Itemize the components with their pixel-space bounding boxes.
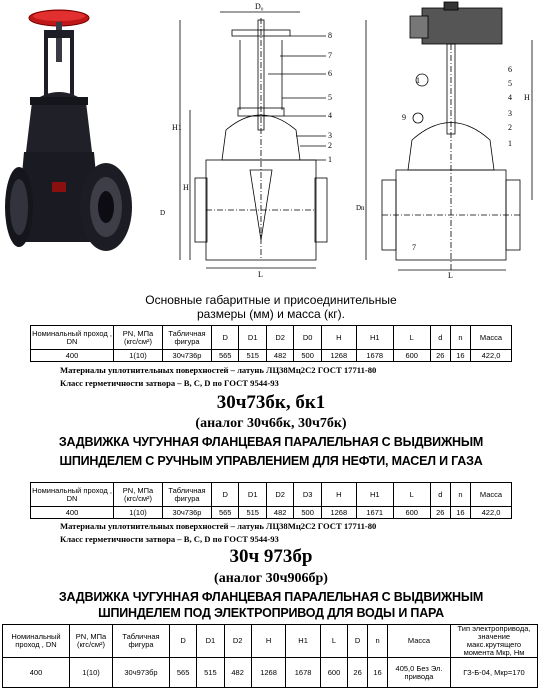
drawing-label-l: L [258,270,263,279]
drawing-number: 2 [328,141,332,150]
th-actuator: Тип электропривода, значение макс.крутящего момента Мкр, Нм [451,625,538,658]
drawing-label-h-2: H [524,93,530,102]
model-title-3: 30ч 973бр [229,546,313,567]
drawing-number: 1 [508,139,512,148]
cell: ГЗ-Б-04, Мкр=170 [451,658,538,688]
cell: 1671 [356,507,393,519]
description-3-line-1: ЗАДВИЖКА ЧУГУННАЯ ФЛАНЦЕВАЯ ПАРАЛЕЛЬНАЯ С ВЫДВИЖНЫМ [58,590,484,604]
drawing-number: 6 [328,69,332,78]
th-d2: D2 [224,625,251,658]
description-3-line-2: ШПИНДЕЛЕМ ПОД ЭЛЕКТРОПРИВОД ДЛЯ ВОДЫ И ПАРА [98,606,444,620]
table-row [31,350,512,362]
cell: 600 [393,507,430,519]
drawing-number: 3 [328,131,332,140]
th-mass: Масса [471,483,512,507]
drawing-label-h: H [183,183,189,192]
tightness-note-1: Класс герметичности затвора – В, С, D по ГОСТ 9544-93 [60,378,279,388]
cell: 1(10) [114,350,163,362]
th-n: n [450,483,470,507]
th-dsmall: D [348,625,368,658]
cell: 1678 [356,350,393,362]
th-d1: D1 [239,326,266,350]
cell: 400 [31,507,114,519]
th-d0: D0 [294,326,321,350]
drawing-number: 2 [508,123,512,132]
cell: 565 [212,507,239,519]
cell: 515 [239,507,266,519]
th-figure: Табличная фигура [163,326,212,350]
drawing-label-l2: L [448,271,453,280]
drawing-label-d: D [160,209,166,217]
th-d2: D2 [266,326,293,350]
drawing-number: 3 [508,109,512,118]
materials-note-2: Материалы уплотнительных поверхностей – латунь ЛЦ38Мц2С2 ГОСТ 17711-80 [60,521,377,531]
cell: 515 [239,350,266,362]
th-dsmall: d [430,326,450,350]
table-row [31,507,512,519]
cell: 422,0 [471,350,512,362]
th-dsmall: d [430,483,450,507]
cell: 30ч736р [163,350,212,362]
model-title-2: 30ч73бк, бк1 [216,392,326,413]
valve-photo [2,2,140,272]
th-h1: H1 [286,625,321,658]
th-h: H [321,326,356,350]
caption-line-2: размеры (мм) и масса (кг). [196,307,346,321]
cell: 500 [294,350,321,362]
th-pn: PN, МПа (кгс/см²) [114,483,163,507]
cell: 400 [3,658,70,688]
cell: 600 [320,658,347,688]
cell: 565 [170,658,197,688]
description-2-line-1: ЗАДВИЖКА ЧУГУННАЯ ФЛАНЦЕВАЯ ПАРАЛЕЛЬНАЯ С ВЫДВИЖНЫМ [58,435,484,449]
cell: 1(10) [70,658,113,688]
drawing-number: 1 [416,76,420,85]
th-d1: D1 [239,483,266,507]
th-d: D [170,625,197,658]
cell: 1268 [321,507,356,519]
analog-3: (аналог 30ч906бр) [214,571,328,586]
cell: 422,0 [471,507,512,519]
cell: 16 [368,658,388,688]
cell: 1678 [286,658,321,688]
technical-drawing-electric [352,0,540,280]
analog-2: (аналог 30ч6бк, 30ч7бк) [195,416,347,431]
th-h1: H1 [356,483,393,507]
drawing-number: 9 [402,113,406,122]
cell: 500 [294,507,321,519]
th-figure: Табличная фигура [163,483,212,507]
cell: 30ч736р [163,507,212,519]
cell: 26 [430,507,450,519]
th-h1: H1 [356,326,393,350]
materials-note-1: Материалы уплотнительных поверхностей – латунь ЛЦ38Мц2С2 ГОСТ 17711-80 [60,365,377,375]
drawing-number: 8 [328,31,332,40]
th-l: L [320,625,347,658]
drawing-number: 1 [328,155,332,164]
th-l: L [393,483,430,507]
drawing-number: 6 [508,65,512,74]
cell: 400 [31,350,114,362]
th-pn: PN, МПа (кгс/см²) [114,326,163,350]
table-row [3,658,538,688]
cell: 482 [266,350,293,362]
drawing-number: 5 [328,93,332,102]
caption-line-1: Основные габаритные и присоединительные [145,293,397,307]
cell: 482 [266,507,293,519]
th-l: L [393,326,430,350]
drawing-number: 4 [328,111,332,120]
cell: 405,0 Без Эл. привода [388,658,451,688]
drawing-label-dn: Dn [356,204,365,212]
technical-drawing-manual [150,0,340,280]
cell: 30ч973бр [113,658,170,688]
th-mass: Масса [388,625,451,658]
cell: 565 [212,350,239,362]
dimensions-table-3 [2,624,538,688]
table-header-row [31,483,512,507]
cell: 16 [450,507,470,519]
th-n: n [368,625,388,658]
drawing-number: 5 [508,79,512,88]
drawing-number: 7 [412,243,416,252]
dimensions-table-2 [30,482,512,519]
th-d2: D2 [266,483,293,507]
cell: 16 [450,350,470,362]
cell: 600 [393,350,430,362]
drawing-number: 7 [328,51,332,60]
cell: 1(10) [114,507,163,519]
th-d: D [212,326,239,350]
th-d1: D1 [197,625,224,658]
drawing-label-h1: H1 [172,123,182,132]
th-h: H [251,625,286,658]
cell: 1268 [251,658,286,688]
th-dn: Номинальный проход , DN [3,625,70,658]
cell: 482 [224,658,251,688]
cell: 26 [348,658,368,688]
table-header-row [3,625,538,658]
th-pn: PN, МПа (кгс/см²) [70,625,113,658]
cell: 26 [430,350,450,362]
cell: 1268 [321,350,356,362]
drawing-number: 4 [508,93,512,102]
cell: 515 [197,658,224,688]
description-2-line-2: ШПИНДЕЛЕМ С РУЧНЫМ УПРАВЛЕНИЕМ ДЛЯ НЕФТИ, МАСЕЛ И ГАЗА [59,454,483,468]
th-figure: Табличная фигура [113,625,170,658]
th-h: H [321,483,356,507]
tightness-note-2: Класс герметичности затвора – В, С, D по ГОСТ 9544-93 [60,534,279,544]
th-n: n [450,326,470,350]
th-dn: Номинальный проход , DN [31,483,114,507]
th-mass: Масса [471,326,512,350]
table-header-row [31,326,512,350]
dimensions-table-1 [30,325,512,362]
th-d3: D3 [294,483,321,507]
drawing-label-d0: D₀ [255,2,264,11]
th-dn: Номинальный проход , DN [31,326,114,350]
th-d: D [212,483,239,507]
